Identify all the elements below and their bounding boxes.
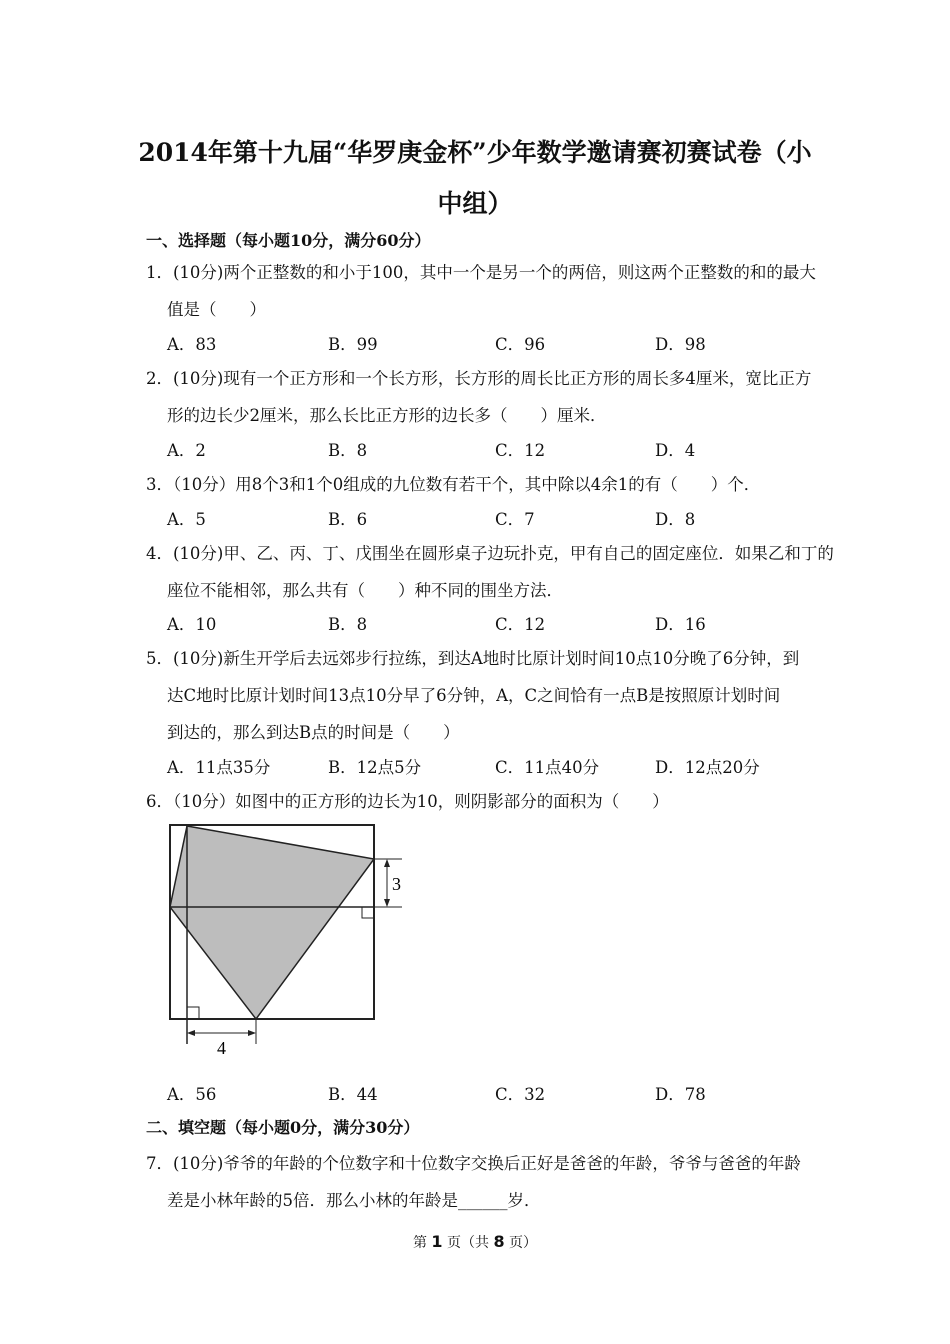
question-1-option-a: A．83 [167,335,217,354]
right-angle-mark-top [362,907,374,918]
dimension-4-arrow-right [248,1030,256,1036]
question-6-option-c: C．32 [495,1085,546,1104]
question-2-text: 2．(10分)现有一个正方形和一个长方形，长方形的周长比正方形的周长多4厘米，宽比正方 [146,369,812,388]
question-2-option-b: B．8 [328,441,368,460]
question-1-option-d: D．98 [655,335,706,354]
question-3-option-a: A．5 [167,510,206,529]
page-footer [0,1232,950,1252]
question-2-option-a: A．2 [167,441,206,460]
question-1-text-cont: 值是（ ） [167,300,266,319]
page-title-line-2: 中组） [437,189,513,218]
question-1-option-c: C．96 [495,335,546,354]
footer-middle: 页（共 [442,1235,494,1251]
question-7-text: 7．(10分)爷爷的年龄的个位数字和十位数字交换后正好是爸爸的年龄，爷爷与爸爸的年龄 [146,1154,801,1173]
question-6-text: 6．（10分）如图中的正方形的边长为10，则阴影部分的面积为（ ） [146,792,669,811]
question-1-option-b: B．99 [328,335,378,354]
question-5-text-cont: 达C地时比原计划时间13点10分早了6分钟，A，C之间恰有一点B是按照原计划时间 [167,686,781,705]
question-4-text: 4．(10分)甲、乙、丙、丁、戊围坐在圆形桌子边玩扑克，甲有自己的固定座位．如果乙和丁的 [146,544,834,563]
footer-prefix: 第 [412,1235,432,1251]
question-4-option-b: B．8 [328,615,368,634]
shaded-region [170,826,374,1019]
question-6-option-b: B．44 [328,1085,378,1104]
question-4-option-d: D．16 [655,615,706,634]
question-5-option-a: A．11点35分 [167,758,271,777]
question-6-option-a: A．56 [167,1085,217,1104]
section-heading-fill: 二、填空题（每小题0分，满分30分） [146,1118,420,1137]
question-4-option-c: C．12 [495,615,546,634]
footer-suffix: 页） [504,1235,538,1251]
dimension-4-arrow-left [187,1030,195,1036]
dimension-3-arrow-up [384,859,390,867]
question-3-option-b: B．6 [328,510,368,529]
question-5-text: 5．(10分)新生开学后去远郊步行拉练，到达A地时比原计划时间10点10分晚了6分钟，到 [146,649,800,668]
question-2-text-cont: 形的边长少2厘米，那么长比正方形的边长多（ ）厘米． [167,406,607,425]
question-4-text-cont: 座位不能相邻，那么共有（ ）种不同的围坐方法． [167,581,563,600]
question-7-text-cont: 差是小林年龄的5倍．那么小林的年龄是______岁． [167,1191,541,1210]
question-2-option-d: D．4 [655,441,696,460]
question-3-option-d: D．8 [655,510,696,529]
footer-page-number: 1 [431,1232,443,1251]
question-2-option-c: C．12 [495,441,546,460]
dimension-3-arrow-down [384,899,390,907]
question-5-option-d: D．12点20分 [655,758,760,777]
question-3-option-c: C．7 [495,510,535,529]
footer-total-pages: 8 [493,1232,505,1251]
question-5-option-b: B．12点5分 [328,758,422,777]
dimension-4-label: 4 [217,1038,226,1058]
section-heading-choice: 一、选择题（每小题10分，满分60分） [146,231,431,250]
right-angle-mark-bottom [187,1007,199,1019]
question-5-text-cont-2: 到达的，那么到达B点的时间是（ ） [167,723,460,742]
dimension-3-label: 3 [392,874,401,894]
question-4-option-a: A．10 [167,615,217,634]
page-title-line-1: 2014年第十九届“华罗庚金杯”少年数学邀请赛初赛试卷（小 [138,138,812,167]
question-1-text: 1．(10分)两个正整数的和小于100，其中一个是另一个的两倍，则这两个正整数的和的最大 [146,263,816,282]
question-6-option-d: D．78 [655,1085,706,1104]
question-5-option-c: C．11点40分 [495,758,600,777]
geometry-figure [160,818,410,1058]
question-3-text: 3．（10分）用8个3和1个0组成的九位数有若干个，其中除以4余1的有（ ）个． [146,475,761,494]
